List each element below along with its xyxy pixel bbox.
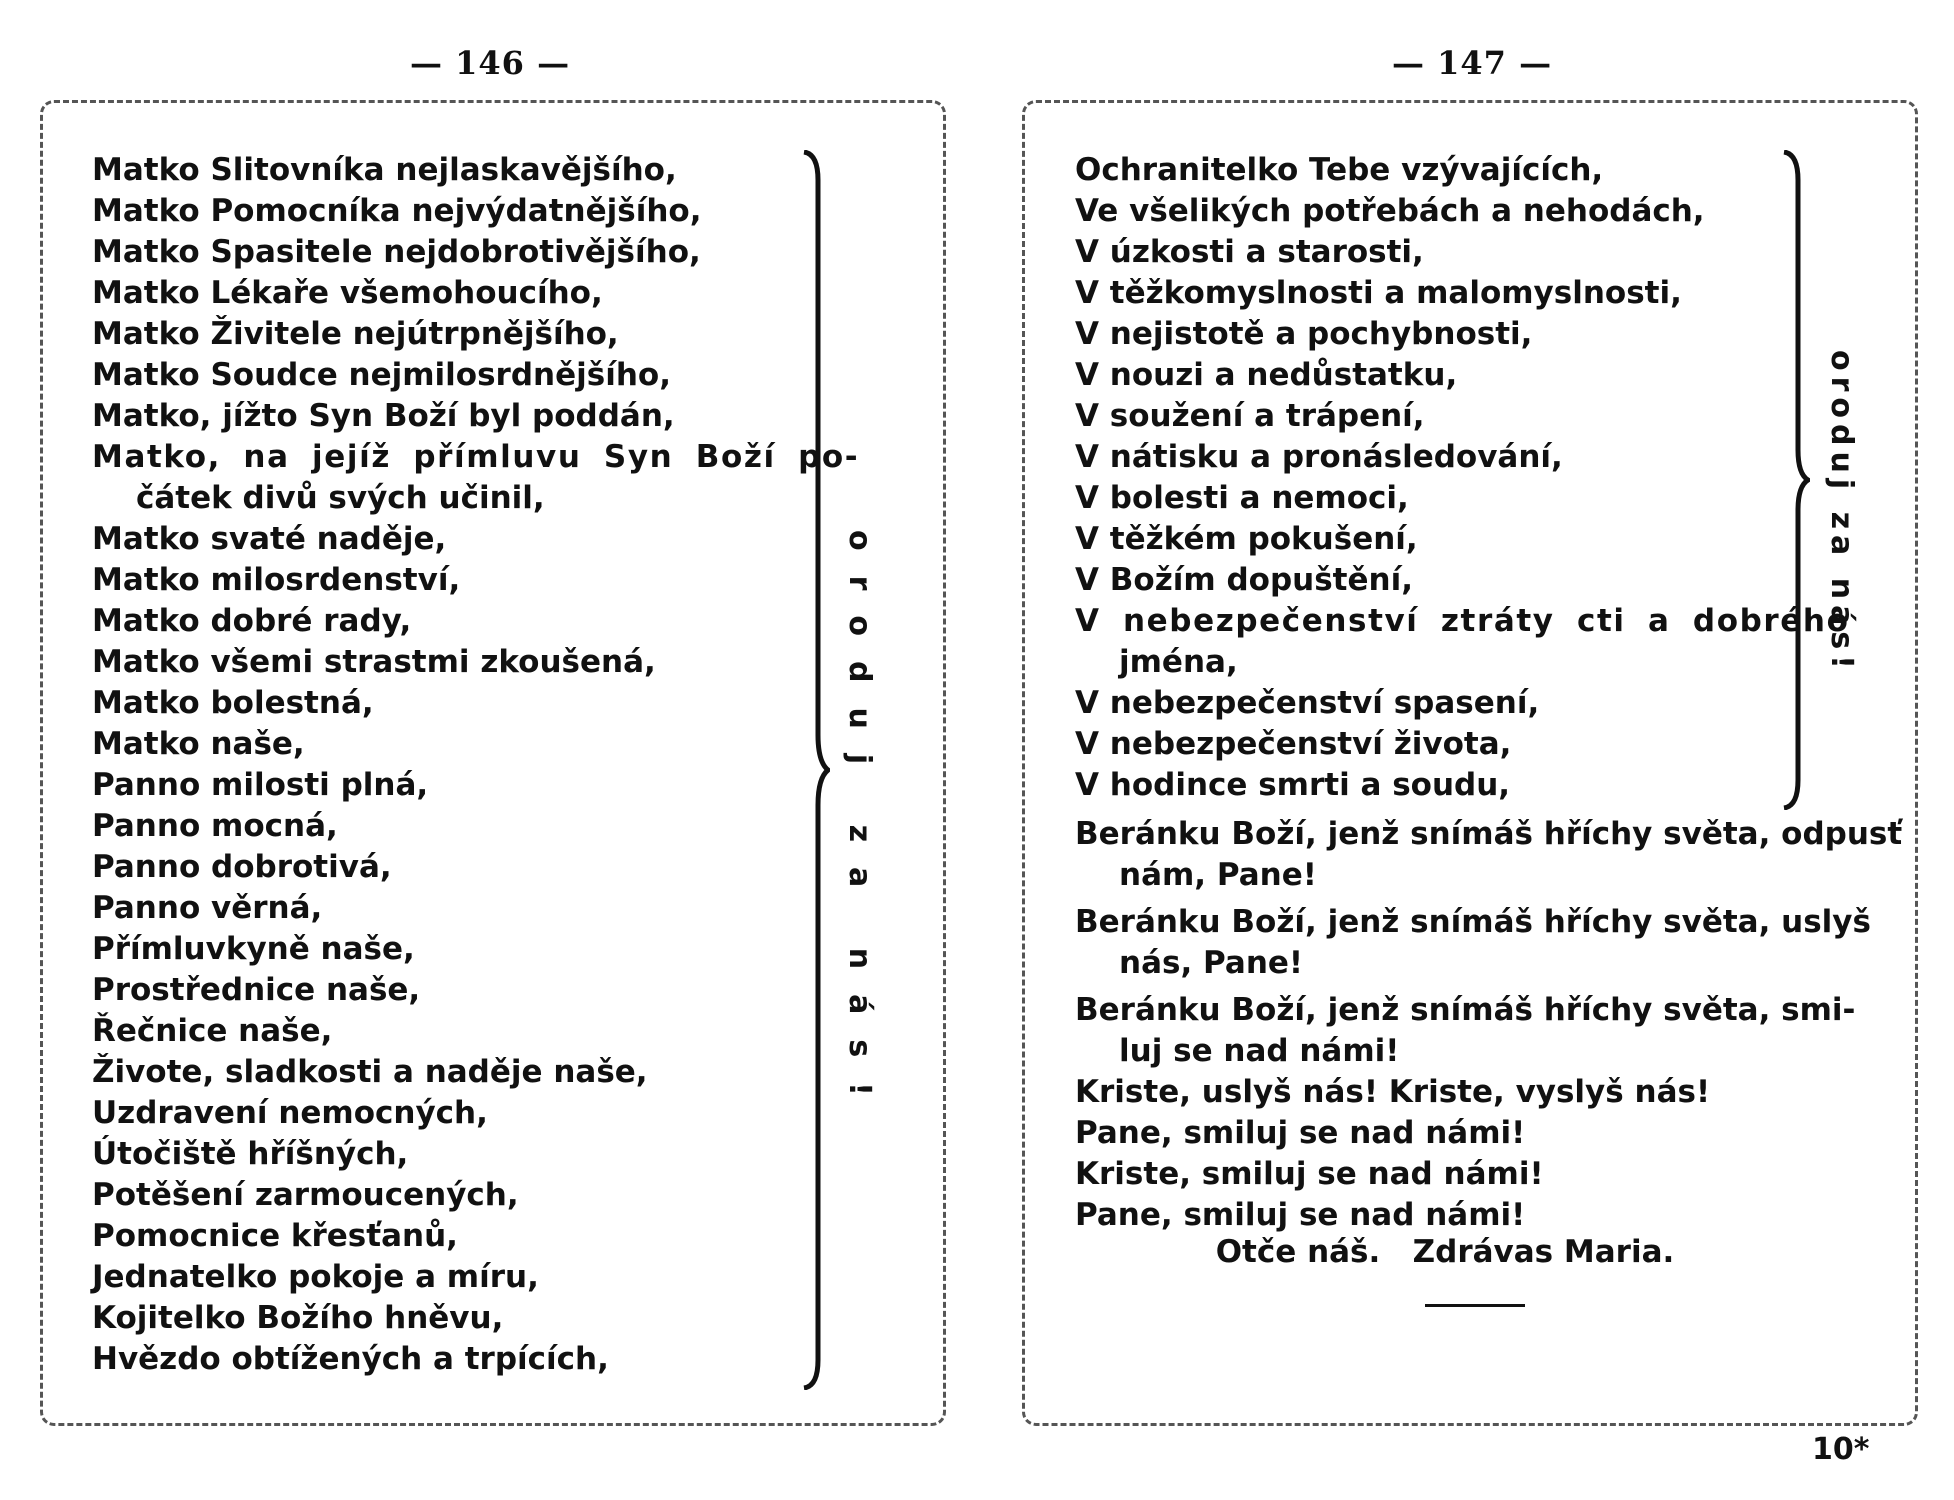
litany-line: Hvězdo obtížených a trpících, bbox=[92, 1341, 609, 1377]
litany-line: Matko dobré rady, bbox=[92, 603, 412, 639]
litany-line: Matko Slitovníka nejlaskavějšího, bbox=[92, 152, 677, 188]
litany-line: V Božím dopuštění, bbox=[1075, 562, 1413, 598]
litany-line: V nátisku a pronásledování, bbox=[1075, 439, 1563, 475]
litany-line: jména, bbox=[1119, 644, 1238, 680]
litany-line: V nebezpečenství života, bbox=[1075, 726, 1512, 762]
litany-line: Živote, sladkosti a naděje naše, bbox=[92, 1054, 648, 1090]
right-closing bbox=[1075, 814, 1902, 1236]
litany-line: V těžkém pokušení, bbox=[1075, 521, 1418, 557]
litany-line: Pomocnice křesťanů, bbox=[92, 1218, 458, 1254]
litany-line: Potěšení zarmoucených, bbox=[92, 1177, 519, 1213]
litany-line: Matko Spasitele nejdobrotivějšího, bbox=[92, 234, 701, 270]
closing-line: Kriste, uslyš nás! Kriste, vyslyš nás! bbox=[1075, 1074, 1711, 1110]
litany-line: Matko Pomocníka nejvýdatnějšího, bbox=[92, 193, 702, 229]
litany-line: V nejistotě a pochybnosti, bbox=[1075, 316, 1533, 352]
closing-line: Kriste, smiluj se nad námi! bbox=[1075, 1156, 1544, 1192]
left-brace bbox=[800, 150, 830, 1390]
signature-mark: 10* bbox=[1812, 1432, 1870, 1467]
litany-line: Matko Lékaře všemohoucího, bbox=[92, 275, 603, 311]
litany-line: V úzkosti a starosti, bbox=[1075, 234, 1424, 270]
litany-line: Panno dobrotivá, bbox=[92, 849, 392, 885]
right-brace-path bbox=[1784, 152, 1808, 808]
closing-line: Beránku Boží, jenž snímáš hříchy světa, odpusť bbox=[1075, 816, 1903, 852]
closing-line: Beránku Boží, jenž snímáš hříchy světa, uslyš bbox=[1075, 904, 1871, 940]
litany-line: V těžkomyslnosti a malomyslnosti, bbox=[1075, 275, 1682, 311]
closing-line: nám, Pane! bbox=[1119, 857, 1317, 893]
litany-line: Matko bolestná, bbox=[92, 685, 374, 721]
litany-line: Útočiště hříšných, bbox=[92, 1136, 409, 1172]
litany-line: Přímluvkyně naše, bbox=[92, 931, 415, 967]
litany-line: Panno věrná, bbox=[92, 890, 323, 926]
right-litany bbox=[1075, 150, 1850, 806]
closing-line: Pane, smiluj se nad námi! bbox=[1075, 1197, 1526, 1233]
prayers-line: Otče náš. Zdrávas Maria. bbox=[1215, 1234, 1675, 1270]
litany-line: Prostřednice naše, bbox=[92, 972, 421, 1008]
litany-line: Matko, jížto Syn Boží byl poddán, bbox=[92, 398, 675, 434]
litany-line: Ve všelikých potřebách a nehodách, bbox=[1075, 193, 1705, 229]
left-page-number: — 146 — bbox=[410, 44, 571, 82]
litany-line: čátek divů svých učinil, bbox=[136, 480, 545, 516]
left-response: oroduj za nás! bbox=[842, 530, 877, 1121]
right-page-number: — 147 — bbox=[1392, 44, 1553, 82]
litany-line: Matko naše, bbox=[92, 726, 305, 762]
litany-line: Panno mocná, bbox=[92, 808, 338, 844]
litany-line: V nouzi a nedůstatku, bbox=[1075, 357, 1458, 393]
litany-line: V soužení a trápení, bbox=[1075, 398, 1425, 434]
litany-line: Jednatelko pokoje a míru, bbox=[92, 1259, 539, 1295]
litany-line: Matko všemi strastmi zkoušená, bbox=[92, 644, 656, 680]
closing-line: Pane, smiluj se nad námi! bbox=[1075, 1115, 1526, 1151]
end-rule bbox=[1425, 1304, 1525, 1307]
litany-line: Kojitelko Božího hněvu, bbox=[92, 1300, 504, 1336]
closing-line: luj se nad námi! bbox=[1119, 1033, 1400, 1069]
litany-line: V nebezpečenství ztráty cti a dobrého bbox=[1075, 603, 1850, 639]
litany-line: V hodince smrti a soudu, bbox=[1075, 767, 1511, 803]
right-response: oroduj za nás! bbox=[1824, 350, 1859, 675]
closing-line: Beránku Boží, jenž snímáš hříchy světa, smi- bbox=[1075, 992, 1856, 1028]
litany-line: Panno milosti plná, bbox=[92, 767, 429, 803]
litany-line: Ochranitelko Tebe vzývajících, bbox=[1075, 152, 1604, 188]
litany-line: Matko Soudce nejmilosrdnějšího, bbox=[92, 357, 671, 393]
left-brace-path bbox=[804, 152, 828, 1388]
litany-line: V nebezpečenství spasení, bbox=[1075, 685, 1540, 721]
litany-line: Matko Živitele nejútrpnějšího, bbox=[92, 316, 619, 352]
litany-line: Matko milosrdenství, bbox=[92, 562, 461, 598]
litany-line: Matko, na jejíž přímluvu Syn Boží po- bbox=[92, 439, 860, 475]
right-brace bbox=[1780, 150, 1810, 810]
litany-line: Matko svaté naděje, bbox=[92, 521, 447, 557]
litany-line: V bolesti a nemoci, bbox=[1075, 480, 1409, 516]
closing-line: nás, Pane! bbox=[1119, 945, 1304, 981]
litany-line: Řečnice naše, bbox=[92, 1013, 333, 1049]
litany-line: Uzdravení nemocných, bbox=[92, 1095, 488, 1131]
left-litany bbox=[92, 150, 859, 1380]
